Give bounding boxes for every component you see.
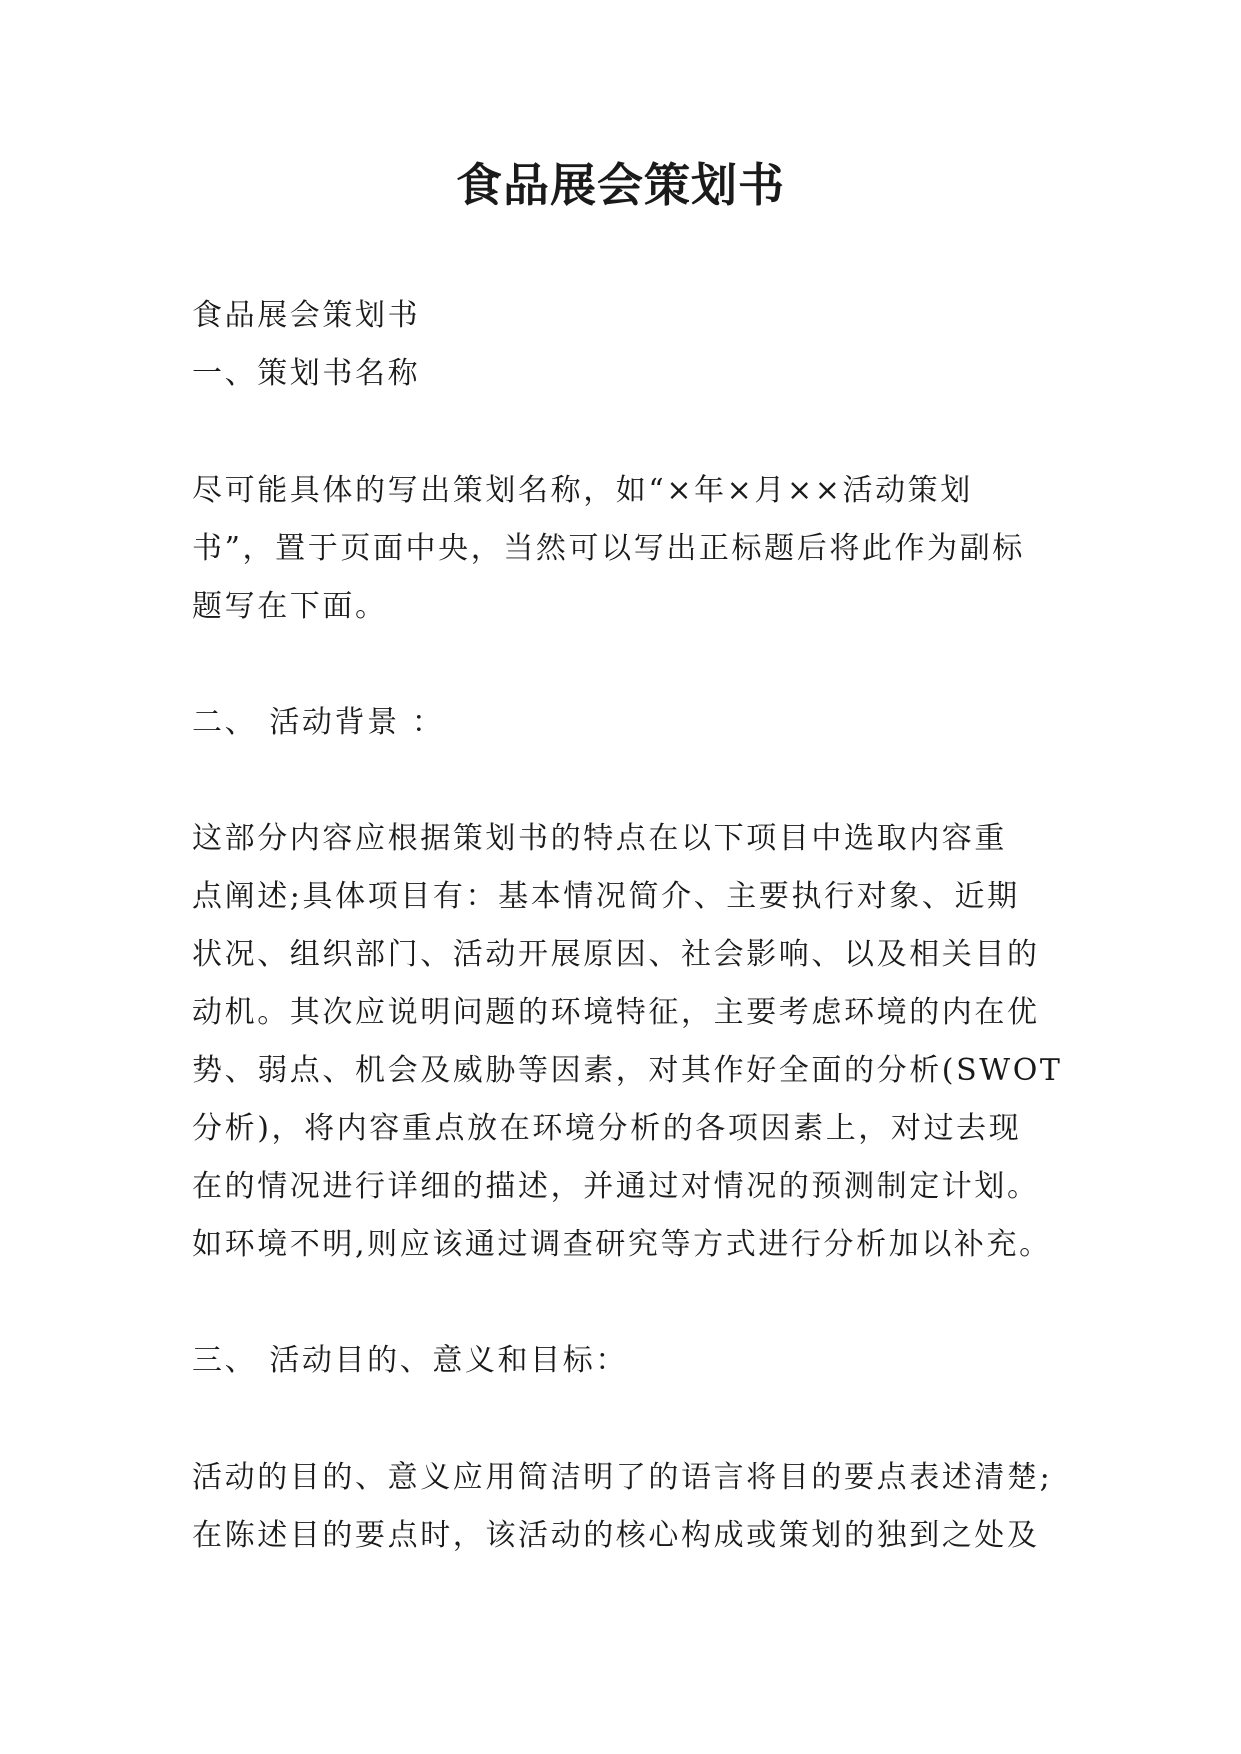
section-1-heading: 一、策划书名称 [192, 356, 421, 391]
section-3-heading: 三、 活动目的、意义和目标： [192, 1343, 628, 1378]
paragraph-line: 分析)，将内容重点放在环境分析的各项因素上，对过去现 [192, 1111, 1022, 1146]
paragraph-line: 势、弱点、机会及威胁等因素，对其作好全面的分析(SWOT [192, 1053, 1063, 1088]
paragraph-line: 状况、组织部门、活动开展原因、社会影响、以及相关目的 [192, 937, 1040, 972]
section-3-heading-block [192, 1332, 1072, 1390]
paragraph-line: 点阐述;具体项目有：基本情况简介、主要执行对象、近期 [192, 879, 1020, 914]
paragraph-line: 活动的目的、意义应用简洁明了的语言将目的要点表述清楚; [192, 1460, 1053, 1495]
paragraph-line: 书”，置于页面中央，当然可以写出正标题后将此作为副标 [192, 531, 1025, 566]
paragraph-line: 在陈述目的要点时，该活动的核心构成或策划的独到之处及 [192, 1518, 1040, 1553]
subtitle-line: 食品展会策划书 [192, 298, 421, 333]
section-2-paragraph [192, 810, 1072, 1274]
section-2-heading-block [192, 694, 1072, 752]
section-2-heading: 二、 活动背景 ： [192, 705, 445, 740]
paragraph-line: 在的情况进行详细的描述，并通过对情况的预测制定计划。 [192, 1169, 1040, 1204]
paragraph-line: 这部分内容应根据策划书的特点在以下项目中选取内容重 [192, 821, 1007, 856]
section-1-paragraph [192, 462, 1072, 636]
intro-block [192, 287, 1072, 403]
paragraph-line: 题写在下面。 [192, 589, 388, 624]
paragraph-line: 尽可能具体的写出策划名称，如“×年×月××活动策划 [192, 473, 973, 508]
section-3-paragraph [192, 1449, 1072, 1565]
document-title: 食品展会策划书 [456, 158, 785, 212]
paragraph-line: 动机。其次应说明问题的环境特征，主要考虑环境的内在优 [192, 995, 1040, 1030]
paragraph-line: 如环境不明,则应该通过调查研究等方式进行分析加以补充。 [192, 1227, 1052, 1262]
